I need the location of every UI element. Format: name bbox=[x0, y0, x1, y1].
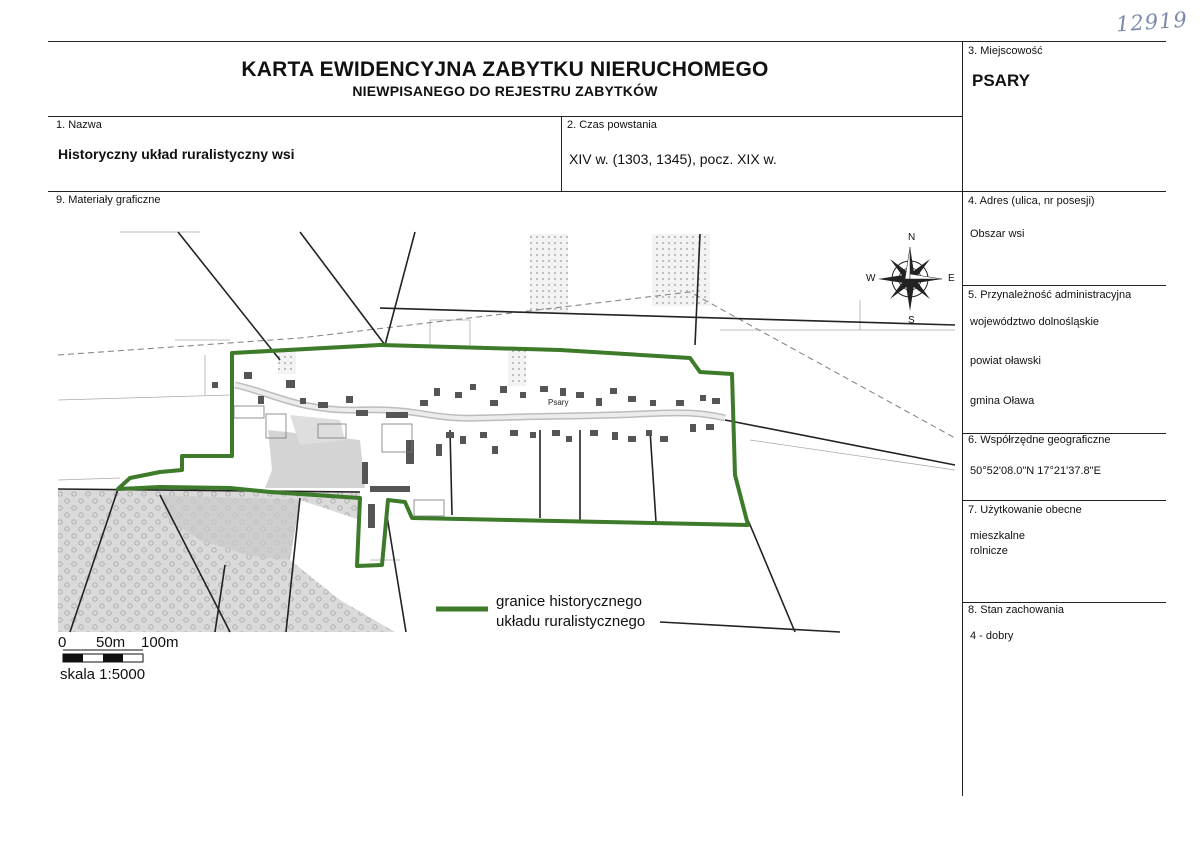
legend-label-line1: granice historycznego bbox=[496, 593, 642, 610]
field-address-value: Obszar wsi bbox=[970, 228, 1025, 240]
field-place-value: PSARY bbox=[972, 71, 1030, 90]
field-usage-label: 7. Użytkowanie obecne bbox=[968, 504, 1082, 516]
scale-tick-0: 0 bbox=[58, 634, 67, 651]
field-condition-label: 8. Stan zachowania bbox=[968, 604, 1065, 616]
field-time-label: 2. Czas powstania bbox=[567, 119, 657, 131]
field-condition-value: 4 - dobry bbox=[970, 630, 1014, 642]
field-graphics-label: 9. Materiały graficzne bbox=[56, 194, 161, 206]
forest-area bbox=[58, 415, 395, 632]
dotted-fields bbox=[278, 234, 710, 386]
scale-label: skala 1:5000 bbox=[60, 666, 146, 683]
field-name-value: Historyczny układ ruralistyczny wsi bbox=[58, 146, 295, 162]
field-time-value: XIV w. (1303, 1345), pocz. XIX w. bbox=[569, 151, 777, 167]
field-admin-label: 5. Przynależność administracyjna bbox=[968, 289, 1132, 301]
field-address-label: 4. Adres (ulica, nr posesji) bbox=[968, 195, 1095, 207]
village-name-on-map: Psary bbox=[548, 398, 569, 407]
field-name-label: 1. Nazwa bbox=[56, 119, 102, 131]
card-subtitle: NIEWPISANEGO DO REJESTRU ZABYTKÓW bbox=[352, 83, 658, 99]
compass-east-label: E bbox=[948, 273, 955, 284]
scale-bar bbox=[63, 650, 143, 662]
field-coords-label: 6. Współrzędne geograficzne bbox=[968, 434, 1111, 446]
field-coords-value: 50°52'08.0"N 17°21'37.8"E bbox=[970, 465, 1101, 477]
field-admin-commune: gmina Oława bbox=[970, 395, 1035, 407]
scale-tick-100m: 100m bbox=[141, 634, 179, 651]
field-usage-value-2: rolnicze bbox=[970, 545, 1008, 557]
field-admin-county: powiat oławski bbox=[970, 355, 1041, 367]
compass-south-label: S bbox=[908, 315, 915, 326]
card-title: KARTA EWIDENCYJNA ZABYTKU NIERUCHOMEGO bbox=[241, 58, 769, 81]
field-admin-voivodeship: województwo dolnośląskie bbox=[970, 316, 1100, 328]
scale-tick-50m: 50m bbox=[96, 634, 126, 651]
compass-west-label: W bbox=[866, 273, 876, 284]
field-place-label: 3. Miejscowość bbox=[968, 45, 1043, 57]
compass-north-label: N bbox=[908, 232, 916, 243]
compass-rose bbox=[878, 247, 942, 311]
field-usage-value-1: mieszkalne bbox=[970, 530, 1026, 542]
legend-label-line2: układu ruralistycznego bbox=[496, 613, 646, 630]
archive-number: 12919 bbox=[1115, 7, 1189, 37]
